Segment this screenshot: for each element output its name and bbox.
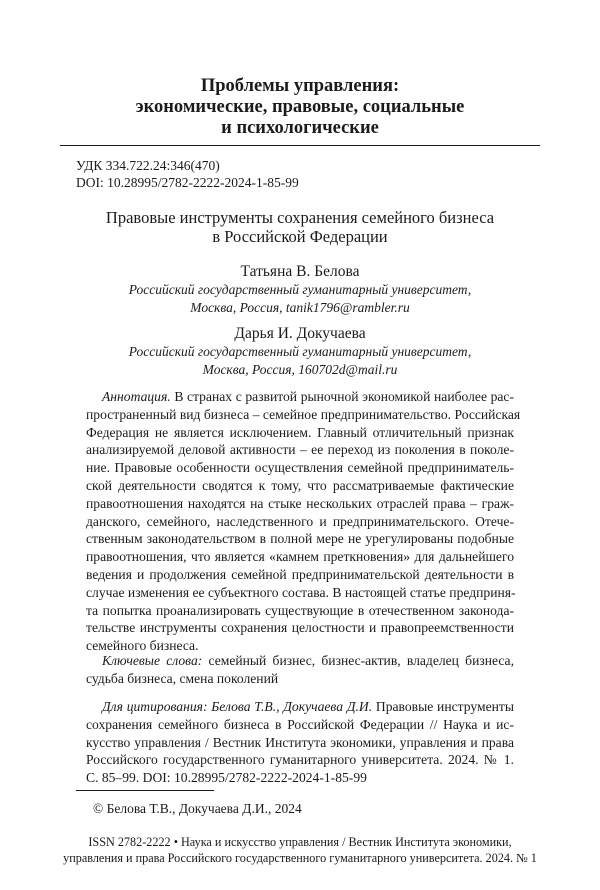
abstract-line: ской деятельности сводятся к тому, что рассматриваемые фактические [86, 477, 514, 493]
abstract-line: Федерация не является исключением. Главный отличительный признак [86, 424, 514, 440]
author-name: Дарья И. Докучаева [234, 325, 366, 342]
citation-line: кусство управления / Вестник Института экономики, управления и права [86, 734, 514, 750]
doi-code: DOI: 10.28995/2782-2222-2024-1-85-99 [76, 175, 299, 190]
abstract-line: ние. Правовые особенности осуществления семейной предприниматель- [86, 460, 514, 476]
article-title [60, 208, 540, 246]
section-title-line-2: экономические, правовые, социальные [135, 97, 465, 117]
section-title [60, 76, 540, 139]
section-title-line-3: и психологические [221, 118, 379, 138]
citation-line: Российского государственного гуманитарного университета. 2024. № 1. [86, 752, 514, 768]
abstract-line: случае изменения ее субъектного состава. В настоящей статье предприня- [86, 584, 516, 600]
citation-line: сохранения семейного бизнеса в Российской Федерации // Наука и ис- [86, 716, 514, 732]
abstract-label: Аннотация. [102, 389, 171, 404]
citation-line: С. 85–99. DOI: 10.28995/2782-2222-2024-1-85-99 [86, 770, 367, 786]
abstract-line: ведения и продолжения семейной предпринимательской деятельности в [86, 566, 514, 582]
abstract-line: пространенный вид бизнеса – семейное предпринимательство. Российская [86, 406, 521, 422]
footnote-rule [76, 790, 214, 791]
page-footer [60, 834, 540, 866]
keywords-line: Ключевые слова: семейный бизнес, бизнес-актив, владелец бизнеса, [102, 653, 514, 668]
udk-code: УДК 334.722.24:346(470) [76, 158, 220, 173]
author-affiliation [60, 281, 540, 316]
keywords-line: судьба бизнеса, смена поколений [86, 670, 279, 686]
footer-line-2: управления и права Российского государственного гуманитарного университета. 2024. № 1 [63, 851, 537, 865]
citation-line: Для цитирования: Белова Т.В., Докучаева Д.И. Правовые инструменты [102, 699, 514, 714]
affiliation-line: Москва, Россия, tanik1796@rambler.ru [190, 299, 410, 315]
citation-authors: Белова Т.В., Докучаева Д.И. [211, 699, 373, 714]
header-rule [60, 145, 540, 146]
abstract-line: та попытка проанализировать существующие в отечественном законода- [86, 602, 514, 618]
abstract-line: ственным законодательством в полной мере не урегулированы подобные [86, 531, 514, 547]
keywords [86, 652, 514, 688]
keywords-label: Ключевые слова: [102, 653, 203, 668]
section-title-line-1: Проблемы управления: [200, 76, 400, 96]
affiliation-line: Москва, Россия, 160702d@mail.ru [202, 361, 398, 377]
abstract-line: правоотношения находятся на стыке нескольких отраслей права – граж- [86, 495, 514, 511]
author-affiliation [60, 343, 540, 378]
author-name: Татьяна В. Белова [240, 263, 360, 280]
abstract-line: тельстве инструменты сохранения целостности и правопреемственности [86, 620, 514, 636]
citation-label: Для цитирования: [102, 699, 208, 714]
footer-line-1: ISSN 2782-2222 • Наука и искусство управления / Вестник Института экономики, [88, 835, 512, 849]
abstract-line: Аннотация. В странах с развитой рыночной экономикой наиболее рас- [102, 389, 514, 404]
article-identifiers [76, 157, 299, 191]
abstract-line: правоотношения, что является «камнем преткновения» для дальнейшего [86, 549, 514, 565]
abstract-line: анализируемой деловой активности – ее переход из поколения в поколе- [86, 442, 514, 458]
abstract [86, 388, 521, 655]
copyright: © Белова Т.В., Докучаева Д.И., 2024 [93, 801, 302, 816]
citation [86, 698, 514, 787]
affiliation-line: Российский государственный гуманитарный университет, [128, 282, 472, 297]
article-title-line-1: Правовые инструменты сохранения семейного бизнеса [105, 208, 495, 227]
article-title-line-2: в Российской Федерации [212, 227, 388, 246]
abstract-line: данского, семейного, наследственного и предпринимательского. Отече- [86, 513, 514, 529]
affiliation-line: Российский государственный гуманитарный университет, [128, 344, 472, 359]
abstract-line: семейного бизнеса. [86, 638, 199, 654]
